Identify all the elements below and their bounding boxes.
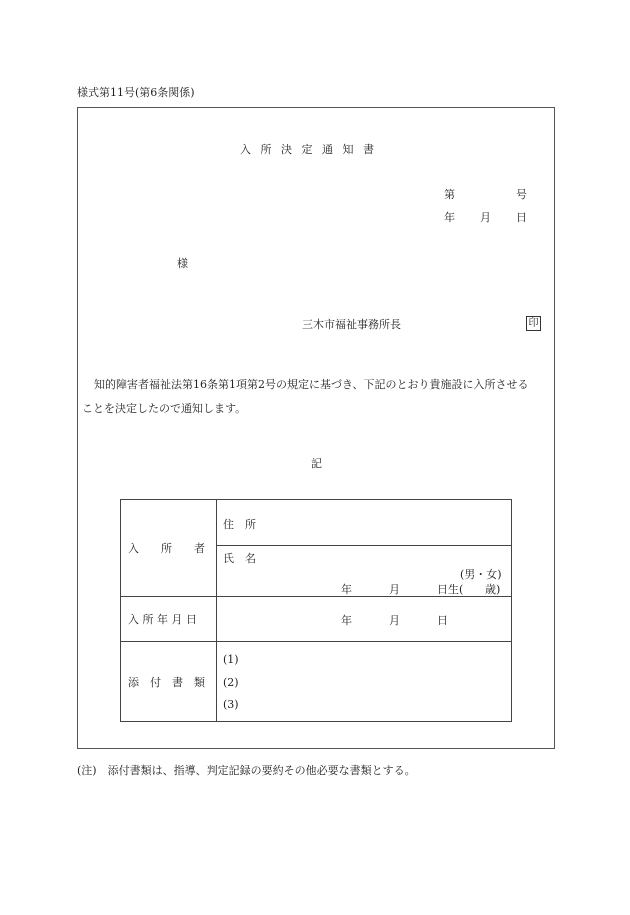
admission-month: 月: [389, 614, 400, 627]
form-number: 様式第11号(第6条関係): [77, 86, 195, 99]
body-line-1: 知的障害者福祉法第16条第1項第2号の規定に基づき、下記のとおり貴施設に入所させる: [94, 378, 529, 391]
date-day: 日: [516, 211, 527, 224]
footnote: (注) 添付書類は、指導、判定記録の要約その他必要な書類とする。: [77, 764, 416, 777]
admission-day: 日: [437, 614, 448, 627]
attachments-label-cell: [121, 642, 217, 722]
admission-date-cell: [217, 597, 512, 642]
birth-day: 日生(: [437, 583, 464, 596]
address-label: 住 所: [223, 518, 256, 531]
enrollee-label-cell: [121, 500, 217, 597]
date-month: 月: [480, 211, 491, 224]
body-line-2: ことを決定したので通知します。: [82, 402, 247, 415]
admission-date-label: 入 所 年 月 日: [128, 613, 197, 626]
addressee-suffix: 様: [177, 257, 188, 270]
enrollee-label: 入 所 者: [128, 542, 205, 555]
doc-number-go: 号: [516, 188, 527, 201]
address-cell: [217, 500, 512, 546]
issuer-name: 三木市福祉事務所長: [302, 318, 401, 331]
attachments-cell: [217, 642, 512, 722]
age-field: 歳): [485, 583, 501, 596]
gender-field: (男・女): [460, 568, 502, 581]
name-cell: [217, 546, 512, 597]
attachment-item-2: (2): [223, 676, 239, 689]
name-label: 氏 名: [223, 552, 256, 565]
admission-year: 年: [341, 614, 352, 627]
attachment-item-3: (3): [223, 698, 239, 711]
date-year: 年: [444, 211, 455, 224]
details-table: [120, 499, 512, 722]
seal-mark: 印: [526, 316, 541, 331]
doc-number-dai: 第: [444, 188, 455, 201]
attachments-label: 添 付 書 類: [128, 675, 205, 689]
birth-month: 月: [389, 583, 400, 596]
birth-year: 年: [341, 583, 352, 596]
attachment-item-1: (1): [223, 653, 239, 666]
admission-date-label-cell: [121, 597, 217, 642]
document-title: 入 所 決 定 通 知 書: [240, 143, 374, 156]
ki-heading: 記: [311, 457, 322, 470]
